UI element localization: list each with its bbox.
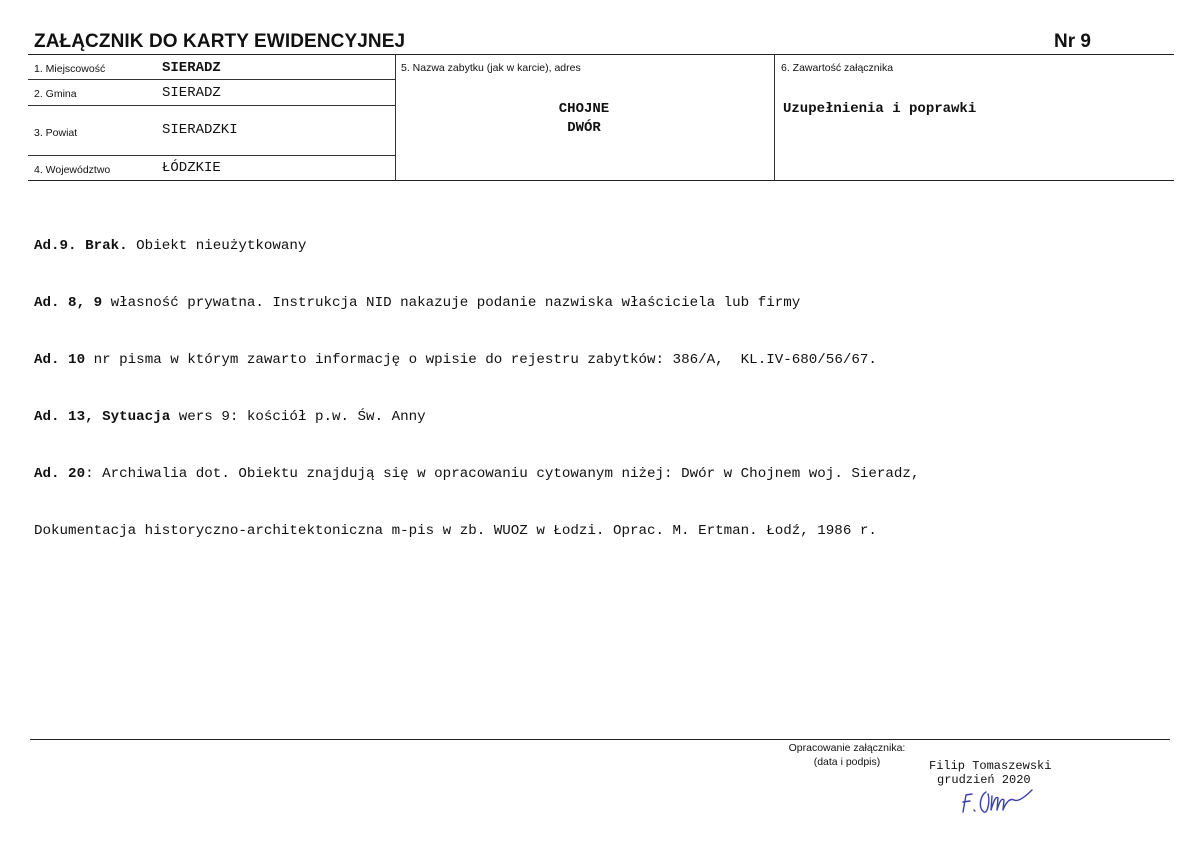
footer-divider bbox=[30, 739, 1170, 740]
document-title: ZAŁĄCZNIK DO KARTY EWIDENCYJNEJ bbox=[34, 31, 406, 52]
powiat-value: SIERADZKI bbox=[162, 122, 238, 138]
wojewodztwo-value: ŁÓDZKIE bbox=[162, 160, 221, 176]
row-divider bbox=[28, 79, 395, 80]
miejscowosc-label: 1. Miejscowość bbox=[34, 63, 106, 75]
gmina-label: 2. Gmina bbox=[34, 88, 77, 100]
miejscowosc-value: SIERADZ bbox=[162, 60, 221, 76]
header-table bbox=[28, 54, 1174, 181]
note-line: Ad.9. Brak. Obiekt nieużytkowany bbox=[34, 238, 307, 254]
nazwa-label: 5. Nazwa zabytku (jak w karcie), adres bbox=[401, 62, 581, 74]
column-divider bbox=[395, 55, 396, 180]
notes-body bbox=[34, 199, 1174, 560]
author-date: grudzień 2020 bbox=[937, 773, 1031, 787]
column-divider bbox=[774, 55, 775, 180]
row-divider bbox=[28, 155, 395, 156]
note-line: Ad. 13, Sytuacja wers 9: kościół p.w. Św. Anny bbox=[34, 409, 426, 425]
nazwa-line1: CHOJNE bbox=[558, 101, 610, 117]
author-name: Filip Tomaszewski bbox=[929, 759, 1052, 773]
nazwa-line2: DWÓR bbox=[567, 120, 601, 136]
note-line: Dokumentacja historyczno-architektoniczna m-pis w zb. WUOZ w Łodzi. Oprac. M. Ertman. Łodź, 1986 r. bbox=[34, 523, 877, 539]
footer-label-prepared: Opracowanie załącznika: bbox=[788, 742, 906, 754]
wojewodztwo-label: 4. Województwo bbox=[34, 164, 111, 176]
gmina-value: SIERADZ bbox=[162, 85, 221, 101]
row-divider bbox=[28, 105, 395, 106]
signature-icon bbox=[958, 786, 1078, 822]
zawartosc-value: Uzupełnienia i poprawki bbox=[783, 101, 977, 117]
zawartosc-label: 6. Zawartość załącznika bbox=[781, 62, 894, 74]
document-number: Nr 9 bbox=[1054, 31, 1091, 52]
powiat-label: 3. Powiat bbox=[34, 127, 78, 139]
note-line: Ad. 10 nr pisma w którym zawarto informację o wpisie do rejestru zabytków: 386/A, KL.IV-680/56/67. bbox=[34, 352, 877, 368]
note-line: Ad. 20: Archiwalia dot. Obiektu znajdują się w opracowaniu cytowanym niżej: Dwór w Chojnem woj. Sieradz, bbox=[34, 466, 920, 482]
note-line: Ad. 8, 9 własność prywatna. Instrukcja NID nakazuje podanie nazwiska właściciela lub firmy bbox=[34, 295, 801, 311]
footer-label-date-signature: (data i podpis) bbox=[813, 756, 881, 768]
